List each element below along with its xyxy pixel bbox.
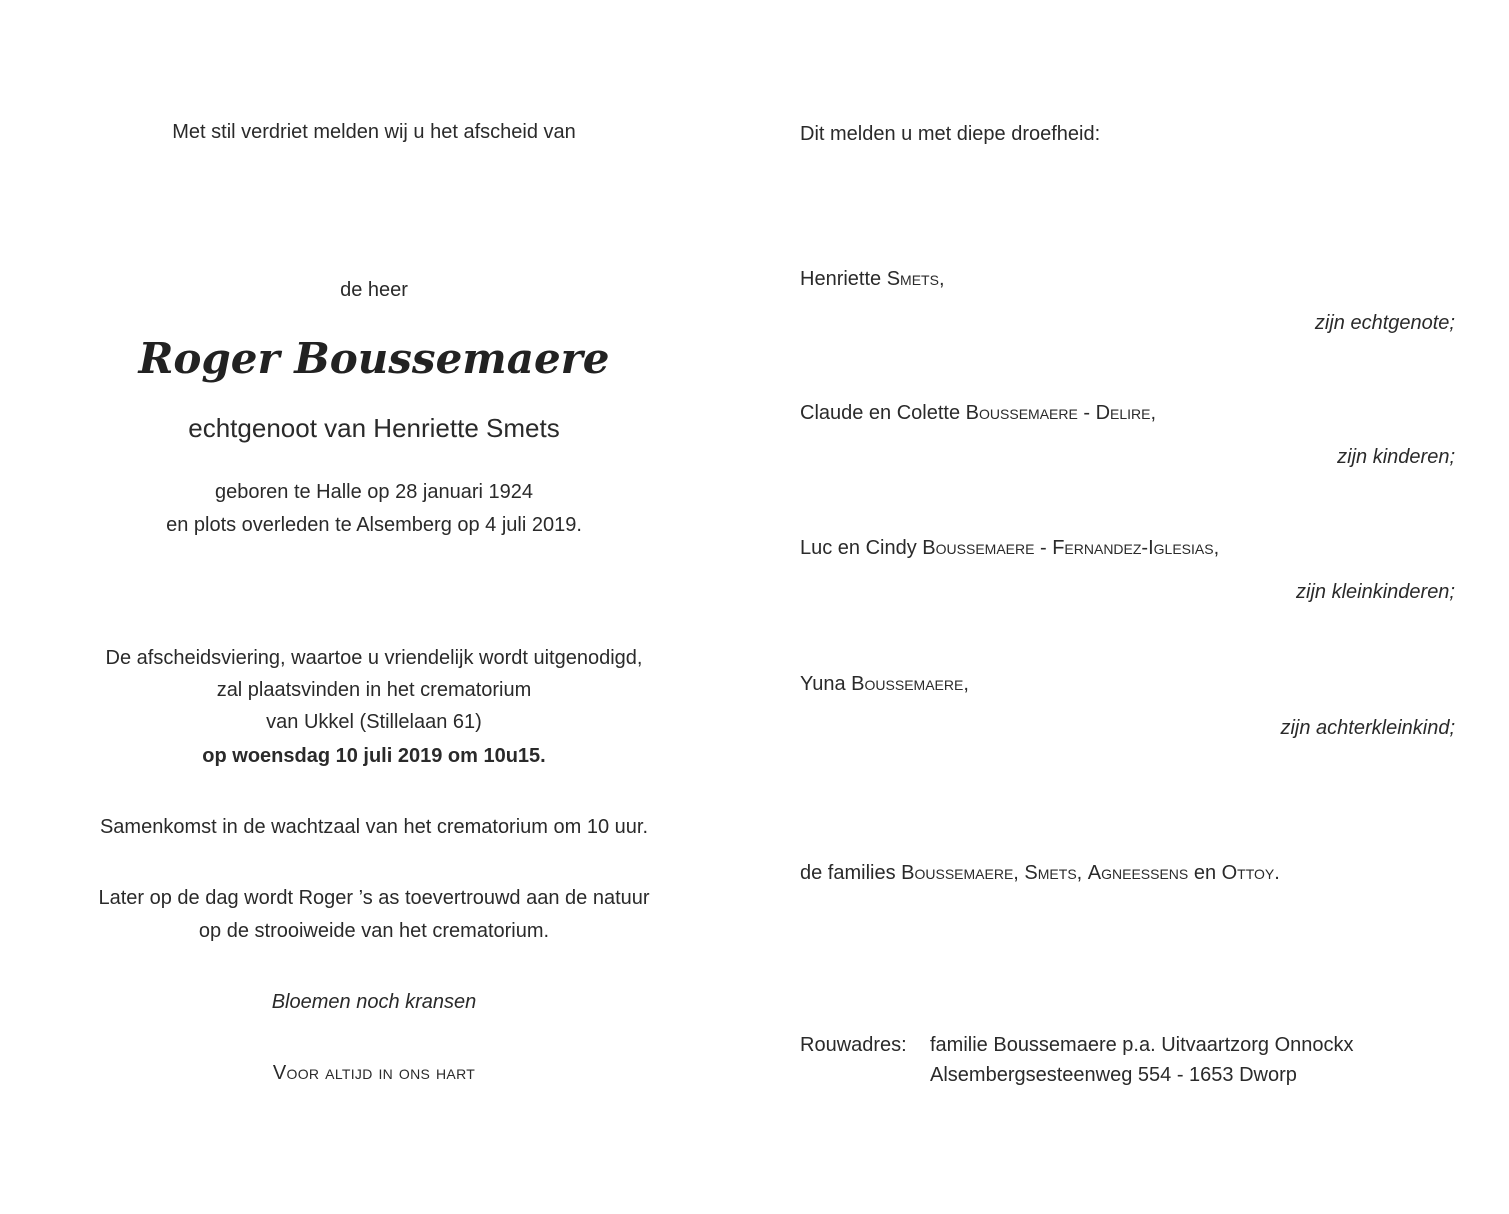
family-3-surname: Boussemaere (851, 673, 964, 695)
family-2-surname: Boussemaere - Fernandez-Iglesias (922, 537, 1214, 559)
gathering-text: Samenkomst in de wachtzaal van het crematorium om 10 uur. (99, 816, 649, 838)
family-2-punct: , (1213, 537, 1220, 559)
family-role-1: zijn kinderen; (1337, 446, 1455, 468)
right-intro-text: Dit melden u met diepe droefheid: (800, 123, 1101, 145)
ceremony-datetime: op woensdag 10 juli 2019 om 10u15. (202, 745, 546, 767)
ashes-line-2: op de strooiweide van het crematorium. (198, 920, 550, 942)
families-line (800, 861, 1280, 885)
families-part-6: en (1188, 862, 1222, 884)
address-line-2: Alsembergsesteenweg 554 - 1653 Dworp (930, 1064, 1297, 1086)
address-line-1: familie Boussemaere p.a. Uitvaartzorg Onnockx (930, 1034, 1354, 1056)
flowers-note: Bloemen noch kransen (271, 991, 477, 1013)
families-part-8: . (1274, 862, 1280, 884)
spouse-line: echtgenoot van Henriette Smets (188, 413, 560, 443)
families-part-2: , (1013, 862, 1025, 884)
family-0-given: Henriette (800, 268, 887, 290)
title-prefix: de heer (340, 279, 408, 301)
family-3-given: Yuna (800, 673, 852, 695)
ashes-line-1: Later op de dag wordt Roger ’s as toevertrouwd aan de natuur (98, 887, 650, 909)
family-1-punct: , (1150, 402, 1157, 424)
motto: Voor altijd in ons hart (272, 1062, 476, 1084)
family-line-1 (800, 401, 1156, 425)
family-line-3 (800, 672, 969, 696)
families-part-5: Agneessens (1087, 862, 1189, 884)
deceased-name: Roger Boussemaere (138, 334, 610, 383)
ceremony-line-1: De afscheidsviering, waartoe u vriendelijk wordt uitgenodigd, (105, 647, 643, 669)
died-line: en plots overleden te Alsemberg op 4 juli 2019. (166, 514, 582, 536)
families-part-0: de families (800, 862, 902, 884)
family-line-0 (800, 267, 945, 291)
families-part-1: Boussemaere (901, 862, 1014, 884)
born-line: geboren te Halle op 28 januari 1924 (214, 481, 534, 503)
family-0-punct: , (938, 268, 945, 290)
family-line-2 (800, 536, 1219, 560)
ceremony-line-2: zal plaatsvinden in het crematorium (216, 679, 532, 701)
family-role-0: zijn echtgenote; (1314, 312, 1455, 334)
family-1-given: Claude en Colette (800, 402, 966, 424)
family-2-given: Luc en Cindy (800, 537, 923, 559)
families-part-4: , (1076, 862, 1088, 884)
family-1-surname: Boussemaere - Delire (965, 402, 1151, 424)
family-0-surname: Smets (886, 268, 939, 290)
ceremony-line-3: van Ukkel (Stillelaan 61) (266, 711, 482, 733)
address-label: Rouwadres: (800, 1034, 907, 1056)
family-role-2: zijn kleinkinderen; (1296, 581, 1455, 603)
intro-text: Met stil verdriet melden wij u het afscheid van (172, 121, 576, 143)
family-role-3: zijn achterkleinkind; (1280, 717, 1455, 739)
families-part-7: Ottoy (1221, 862, 1275, 884)
family-3-punct: , (963, 673, 969, 695)
families-part-3: Smets (1024, 862, 1077, 884)
